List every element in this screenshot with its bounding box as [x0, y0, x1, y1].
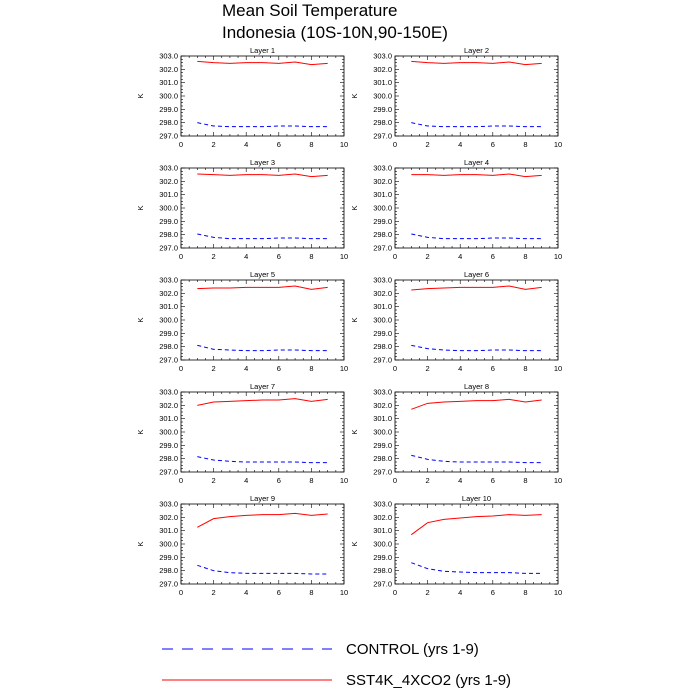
- x-tick-label-layer-7: 10: [339, 476, 349, 485]
- x-tick-label-layer-3: 0: [178, 252, 184, 261]
- y-tick-label-layer-5: 299.0: [159, 328, 178, 338]
- y-tick-label-layer-3: 303.0: [159, 163, 178, 173]
- x-tick-label-layer-6: 8: [523, 364, 528, 373]
- x-tick-label-layer-1: 0: [178, 140, 184, 149]
- series-line-control-layer-10: [411, 563, 541, 574]
- y-tick-label-layer-4: 300.0: [373, 203, 392, 213]
- x-tick-label-layer-4: 6: [490, 252, 495, 261]
- x-tick-label-layer-7: 2: [211, 476, 216, 485]
- y-tick-label-layer-1: 297.0: [159, 131, 178, 141]
- panel-title-layer-9: Layer 9: [249, 494, 276, 503]
- y-tick-label-layer-9: 302.0: [159, 512, 178, 522]
- y-tick-label-layer-6: 300.0: [373, 315, 392, 325]
- x-tick-label-layer-2: 4: [458, 140, 463, 149]
- x-tick-label-layer-9: 2: [211, 588, 216, 597]
- x-tick-label-layer-9: 4: [244, 588, 249, 597]
- x-tick-label-layer-7: 0: [178, 476, 184, 485]
- y-tick-label-layer-1: 303.0: [159, 51, 178, 61]
- y-tick-label-layer-6: 299.0: [373, 328, 392, 338]
- y-tick-label-layer-5: 300.0: [159, 315, 178, 325]
- plot-frame-layer-10: [395, 504, 558, 584]
- legend: [162, 641, 511, 689]
- x-tick-label-layer-6: 4: [458, 364, 463, 373]
- panel-title-layer-10: Layer 10: [461, 494, 492, 503]
- y-tick-label-layer-5: 298.0: [159, 342, 178, 352]
- x-tick-label-layer-1: 4: [244, 140, 249, 149]
- panel-title-layer-4: Layer 4: [463, 158, 490, 167]
- y-tick-label-layer-2: 301.0: [373, 78, 392, 88]
- x-tick-label-layer-9: 6: [276, 588, 281, 597]
- legend-label-sst4k-4xco2: SST4K_4XCO2 (yrs 1-9): [346, 672, 512, 689]
- x-tick-label-layer-3: 4: [244, 252, 249, 261]
- y-tick-label-layer-9: 303.0: [159, 499, 178, 509]
- y-axis-label-layer-10: K: [350, 541, 359, 547]
- x-tick-label-layer-3: 6: [276, 252, 281, 261]
- y-tick-label-layer-3: 300.0: [159, 203, 178, 213]
- y-tick-label-layer-1: 302.0: [159, 64, 178, 74]
- y-tick-label-layer-10: 303.0: [373, 499, 392, 509]
- y-tick-label-layer-6: 302.0: [373, 288, 392, 298]
- series-line-control-layer-1: [197, 123, 327, 127]
- y-tick-label-layer-6: 297.0: [373, 355, 392, 365]
- x-tick-label-layer-7: 6: [276, 476, 281, 485]
- y-tick-label-layer-8: 301.0: [373, 414, 392, 424]
- y-tick-label-layer-9: 298.0: [159, 566, 178, 576]
- x-tick-label-layer-2: 0: [392, 140, 398, 149]
- y-tick-label-layer-4: 299.0: [373, 216, 392, 226]
- figure-title-line-1: Mean Soil Temperature: [222, 1, 398, 20]
- series-line-control-layer-2: [411, 123, 541, 127]
- y-axis-label-layer-3: K: [136, 205, 145, 211]
- y-tick-label-layer-9: 300.0: [159, 539, 178, 549]
- y-axis-label-layer-4: K: [350, 205, 359, 211]
- panel-layer-6: [350, 270, 562, 373]
- panel-layer-1: [136, 46, 348, 149]
- y-tick-label-layer-10: 297.0: [373, 579, 392, 589]
- y-axis-label-layer-6: K: [350, 317, 359, 323]
- series-line-control-layer-4: [411, 234, 541, 239]
- y-tick-label-layer-7: 297.0: [159, 467, 178, 477]
- y-tick-label-layer-8: 298.0: [373, 454, 392, 464]
- y-tick-label-layer-1: 298.0: [159, 118, 178, 128]
- y-tick-label-layer-4: 297.0: [373, 243, 392, 253]
- x-tick-label-layer-4: 0: [392, 252, 398, 261]
- y-tick-label-layer-7: 298.0: [159, 454, 178, 464]
- x-tick-label-layer-4: 4: [458, 252, 463, 261]
- y-tick-label-layer-6: 298.0: [373, 342, 392, 352]
- x-tick-label-layer-5: 6: [276, 364, 281, 373]
- y-tick-label-layer-10: 301.0: [373, 526, 392, 536]
- x-tick-label-layer-2: 6: [490, 140, 495, 149]
- y-tick-label-layer-8: 297.0: [373, 467, 392, 477]
- y-tick-label-layer-10: 302.0: [373, 512, 392, 522]
- y-tick-label-layer-2: 298.0: [373, 118, 392, 128]
- x-tick-label-layer-5: 2: [211, 364, 216, 373]
- y-tick-label-layer-5: 303.0: [159, 275, 178, 285]
- plot-frame-layer-6: [395, 280, 558, 360]
- y-tick-label-layer-7: 303.0: [159, 387, 178, 397]
- x-tick-label-layer-5: 4: [244, 364, 249, 373]
- y-tick-label-layer-6: 303.0: [373, 275, 392, 285]
- x-tick-label-layer-3: 10: [339, 252, 349, 261]
- x-tick-label-layer-6: 0: [392, 364, 398, 373]
- series-line-control-layer-6: [411, 345, 541, 350]
- plot-frame-layer-8: [395, 392, 558, 472]
- panel-title-layer-3: Layer 3: [249, 158, 276, 167]
- x-tick-label-layer-9: 10: [339, 588, 349, 597]
- y-axis-label-layer-8: K: [350, 429, 359, 435]
- y-tick-label-layer-9: 299.0: [159, 552, 178, 562]
- x-tick-label-layer-5: 0: [178, 364, 184, 373]
- y-tick-label-layer-2: 302.0: [373, 64, 392, 74]
- series-line-sst4k-4xco2-layer-6: [411, 286, 541, 290]
- series-line-sst4k-4xco2-layer-5: [197, 286, 327, 289]
- panel-title-layer-8: Layer 8: [463, 382, 490, 391]
- panel-title-layer-7: Layer 7: [249, 382, 276, 391]
- y-tick-label-layer-7: 301.0: [159, 414, 178, 424]
- x-tick-label-layer-4: 10: [553, 252, 563, 261]
- x-tick-label-layer-1: 8: [309, 140, 314, 149]
- x-tick-label-layer-8: 0: [392, 476, 398, 485]
- panel-title-layer-1: Layer 1: [249, 46, 276, 55]
- x-tick-label-layer-3: 8: [309, 252, 314, 261]
- y-tick-label-layer-5: 297.0: [159, 355, 178, 365]
- x-tick-label-layer-2: 2: [425, 140, 430, 149]
- y-tick-label-layer-10: 298.0: [373, 566, 392, 576]
- panels-grid: [136, 46, 562, 597]
- y-axis-label-layer-2: K: [350, 93, 359, 99]
- series-line-sst4k-4xco2-layer-10: [411, 515, 541, 535]
- y-tick-label-layer-7: 300.0: [159, 427, 178, 437]
- legend-label-control: CONTROL (yrs 1-9): [346, 641, 479, 658]
- x-tick-label-layer-2: 8: [523, 140, 528, 149]
- x-tick-label-layer-5: 10: [339, 364, 349, 373]
- y-tick-label-layer-4: 298.0: [373, 230, 392, 240]
- panel-layer-9: [136, 494, 348, 597]
- panel-layer-3: [136, 158, 348, 261]
- x-tick-label-layer-10: 2: [425, 588, 430, 597]
- x-tick-label-layer-8: 8: [523, 476, 528, 485]
- y-axis-label-layer-1: K: [136, 93, 145, 99]
- series-line-control-layer-9: [197, 565, 327, 574]
- series-line-control-layer-5: [197, 345, 327, 350]
- x-tick-label-layer-10: 0: [392, 588, 398, 597]
- y-tick-label-layer-7: 302.0: [159, 400, 178, 410]
- y-tick-label-layer-7: 299.0: [159, 440, 178, 450]
- y-tick-label-layer-9: 301.0: [159, 526, 178, 536]
- x-tick-label-layer-4: 8: [523, 252, 528, 261]
- y-tick-label-layer-8: 299.0: [373, 440, 392, 450]
- figure-title-line-2: Indonesia (10S-10N,90-150E): [222, 23, 448, 42]
- panel-layer-2: [350, 46, 562, 149]
- x-tick-label-layer-6: 2: [425, 364, 430, 373]
- y-tick-label-layer-3: 297.0: [159, 243, 178, 253]
- x-tick-label-layer-8: 6: [490, 476, 495, 485]
- y-tick-label-layer-3: 298.0: [159, 230, 178, 240]
- series-line-sst4k-4xco2-layer-1: [197, 61, 327, 64]
- y-tick-label-layer-8: 300.0: [373, 427, 392, 437]
- y-tick-label-layer-6: 301.0: [373, 302, 392, 312]
- y-tick-label-layer-3: 301.0: [159, 190, 178, 200]
- x-tick-label-layer-7: 8: [309, 476, 314, 485]
- y-tick-label-layer-10: 299.0: [373, 552, 392, 562]
- x-tick-label-layer-9: 0: [178, 588, 184, 597]
- series-line-sst4k-4xco2-layer-8: [411, 399, 541, 409]
- x-tick-label-layer-6: 6: [490, 364, 495, 373]
- y-tick-label-layer-8: 302.0: [373, 400, 392, 410]
- series-line-sst4k-4xco2-layer-3: [197, 174, 327, 177]
- x-tick-label-layer-5: 8: [309, 364, 314, 373]
- x-tick-label-layer-10: 6: [490, 588, 495, 597]
- y-tick-label-layer-4: 303.0: [373, 163, 392, 173]
- x-tick-label-layer-1: 10: [339, 140, 349, 149]
- panel-layer-5: [136, 270, 348, 373]
- y-tick-label-layer-1: 301.0: [159, 78, 178, 88]
- panel-title-layer-2: Layer 2: [463, 46, 490, 55]
- panel-layer-8: [350, 382, 562, 485]
- y-axis-label-layer-5: K: [136, 317, 145, 323]
- y-tick-label-layer-4: 302.0: [373, 176, 392, 186]
- y-tick-label-layer-5: 301.0: [159, 302, 178, 312]
- plot-frame-layer-9: [181, 504, 344, 584]
- x-tick-label-layer-3: 2: [211, 252, 216, 261]
- x-tick-label-layer-8: 4: [458, 476, 463, 485]
- x-tick-label-layer-10: 10: [553, 588, 563, 597]
- x-tick-label-layer-7: 4: [244, 476, 249, 485]
- series-line-sst4k-4xco2-layer-4: [411, 174, 541, 177]
- x-tick-label-layer-10: 4: [458, 588, 463, 597]
- y-tick-label-layer-4: 301.0: [373, 190, 392, 200]
- y-tick-label-layer-2: 299.0: [373, 104, 392, 114]
- panel-layer-4: [350, 158, 562, 261]
- y-tick-label-layer-1: 300.0: [159, 91, 178, 101]
- y-tick-label-layer-3: 302.0: [159, 176, 178, 186]
- y-tick-label-layer-1: 299.0: [159, 104, 178, 114]
- x-tick-label-layer-4: 2: [425, 252, 430, 261]
- y-tick-label-layer-10: 300.0: [373, 539, 392, 549]
- x-tick-label-layer-6: 10: [553, 364, 563, 373]
- panel-layer-10: [350, 494, 562, 597]
- plot-frame-layer-5: [181, 280, 344, 360]
- panel-title-layer-6: Layer 6: [463, 270, 490, 279]
- series-line-sst4k-4xco2-layer-9: [197, 513, 327, 527]
- panel-layer-7: [136, 382, 348, 485]
- x-tick-label-layer-1: 6: [276, 140, 281, 149]
- x-tick-label-layer-8: 10: [553, 476, 563, 485]
- series-line-control-layer-3: [197, 234, 327, 239]
- y-tick-label-layer-5: 302.0: [159, 288, 178, 298]
- y-tick-label-layer-2: 303.0: [373, 51, 392, 61]
- x-tick-label-layer-2: 10: [553, 140, 563, 149]
- series-line-sst4k-4xco2-layer-7: [197, 399, 327, 406]
- y-tick-label-layer-2: 297.0: [373, 131, 392, 141]
- panel-title-layer-5: Layer 5: [249, 270, 276, 279]
- series-line-sst4k-4xco2-layer-2: [411, 61, 541, 64]
- y-axis-label-layer-9: K: [136, 541, 145, 547]
- x-tick-label-layer-10: 8: [523, 588, 528, 597]
- y-tick-label-layer-3: 299.0: [159, 216, 178, 226]
- series-line-control-layer-7: [197, 457, 327, 463]
- y-tick-label-layer-9: 297.0: [159, 579, 178, 589]
- x-tick-label-layer-9: 8: [309, 588, 314, 597]
- y-axis-label-layer-7: K: [136, 429, 145, 435]
- y-tick-label-layer-2: 300.0: [373, 91, 392, 101]
- series-line-control-layer-8: [411, 455, 541, 462]
- x-tick-label-layer-1: 2: [211, 140, 216, 149]
- x-tick-label-layer-8: 2: [425, 476, 430, 485]
- y-tick-label-layer-8: 303.0: [373, 387, 392, 397]
